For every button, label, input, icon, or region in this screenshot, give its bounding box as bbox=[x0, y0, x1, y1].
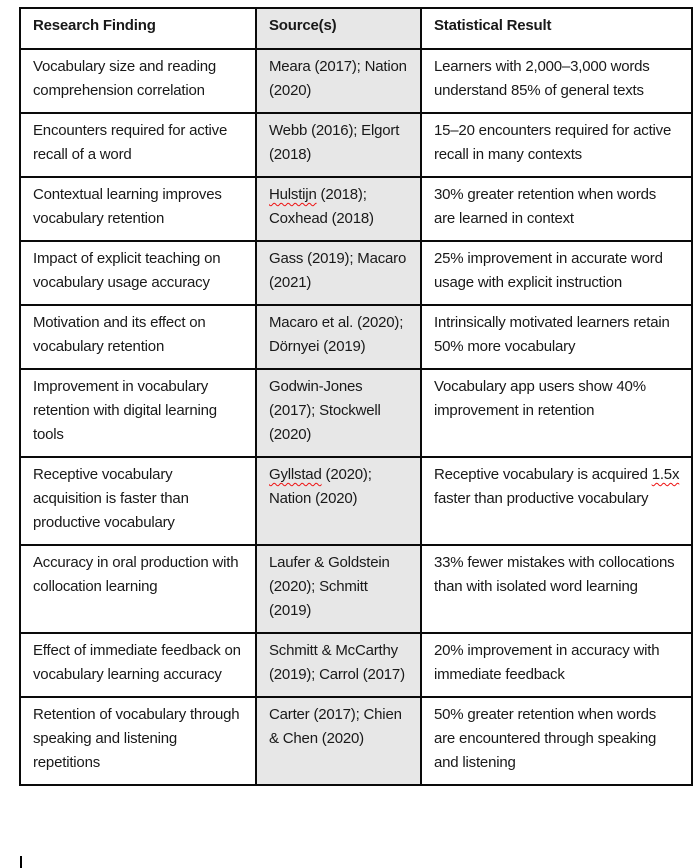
cell-statistical-result[interactable]: Receptive vocabulary is acquired 1.5x faster than productive vocabulary bbox=[421, 457, 692, 545]
cell-sources[interactable]: Macaro et al. (2020); Dörnyei (2019) bbox=[256, 305, 421, 369]
spellcheck-squiggle: Hulstijn bbox=[269, 186, 317, 203]
spellcheck-squiggle: Gyllstad bbox=[269, 466, 322, 483]
cell-sources[interactable]: Hulstijn (2018); Coxhead (2018) bbox=[256, 177, 421, 241]
cell-statistical-result[interactable]: Vocabulary app users show 40% improvement in retention bbox=[421, 369, 692, 457]
cell-sources[interactable]: Godwin-Jones (2017); Stockwell (2020) bbox=[256, 369, 421, 457]
cell-statistical-result[interactable]: 20% improvement in accuracy with immediate feedback bbox=[421, 633, 692, 697]
cell-sources[interactable]: Gyllstad (2020); Nation (2020) bbox=[256, 457, 421, 545]
cell-sources[interactable]: Gass (2019); Macaro (2021) bbox=[256, 241, 421, 305]
cell-statistical-result[interactable]: Learners with 2,000–3,000 words understand 85% of general texts bbox=[421, 49, 692, 113]
cell-sources[interactable]: Schmitt & McCarthy (2019); Carrol (2017) bbox=[256, 633, 421, 697]
header-row bbox=[20, 8, 692, 49]
cell-research-finding[interactable]: Motivation and its effect on vocabulary retention bbox=[20, 305, 256, 369]
cell-sources[interactable]: Laufer & Goldstein (2020); Schmitt (2019) bbox=[256, 545, 421, 633]
table-row bbox=[20, 305, 692, 369]
column-header-research-finding[interactable]: Research Finding bbox=[20, 8, 256, 49]
cell-sources[interactable]: Meara (2017); Nation (2020) bbox=[256, 49, 421, 113]
cell-sources[interactable]: Webb (2016); Elgort (2018) bbox=[256, 113, 421, 177]
table-row bbox=[20, 697, 692, 785]
column-header-statistical-result[interactable]: Statistical Result bbox=[421, 8, 692, 49]
table-body bbox=[20, 49, 692, 785]
cell-research-finding[interactable]: Receptive vocabulary acquisition is faster than productive vocabulary bbox=[20, 457, 256, 545]
cell-research-finding[interactable]: Encounters required for active recall of a word bbox=[20, 113, 256, 177]
text-cursor bbox=[20, 856, 22, 868]
table-row bbox=[20, 633, 692, 697]
table-row bbox=[20, 113, 692, 177]
table-row bbox=[20, 545, 692, 633]
cell-statistical-result[interactable]: 15–20 encounters required for active recall in many contexts bbox=[421, 113, 692, 177]
cell-sources[interactable]: Carter (2017); Chien & Chen (2020) bbox=[256, 697, 421, 785]
spellcheck-squiggle: 1.5x bbox=[651, 466, 680, 483]
table-row bbox=[20, 241, 692, 305]
cell-research-finding[interactable]: Vocabulary size and reading comprehension correlation bbox=[20, 49, 256, 113]
column-header-sources[interactable]: Source(s) bbox=[256, 8, 421, 49]
cell-statistical-result[interactable]: 33% fewer mistakes with collocations than with isolated word learning bbox=[421, 545, 692, 633]
cell-research-finding[interactable]: Impact of explicit teaching on vocabulary usage accuracy bbox=[20, 241, 256, 305]
cell-research-finding[interactable]: Retention of vocabulary through speaking and listening repetitions bbox=[20, 697, 256, 785]
cell-statistical-result[interactable]: Intrinsically motivated learners retain 50% more vocabulary bbox=[421, 305, 692, 369]
table-row bbox=[20, 457, 692, 545]
table-row bbox=[20, 177, 692, 241]
table-row bbox=[20, 49, 692, 113]
cell-statistical-result[interactable]: 25% improvement in accurate word usage with explicit instruction bbox=[421, 241, 692, 305]
table-row bbox=[20, 369, 692, 457]
cell-research-finding[interactable]: Effect of immediate feedback on vocabulary learning accuracy bbox=[20, 633, 256, 697]
cell-statistical-result[interactable]: 30% greater retention when words are learned in context bbox=[421, 177, 692, 241]
research-findings-table bbox=[19, 7, 693, 786]
cell-research-finding[interactable]: Improvement in vocabulary retention with digital learning tools bbox=[20, 369, 256, 457]
cell-statistical-result[interactable]: 50% greater retention when words are encountered through speaking and listening bbox=[421, 697, 692, 785]
cell-research-finding[interactable]: Contextual learning improves vocabulary retention bbox=[20, 177, 256, 241]
cell-research-finding[interactable]: Accuracy in oral production with collocation learning bbox=[20, 545, 256, 633]
